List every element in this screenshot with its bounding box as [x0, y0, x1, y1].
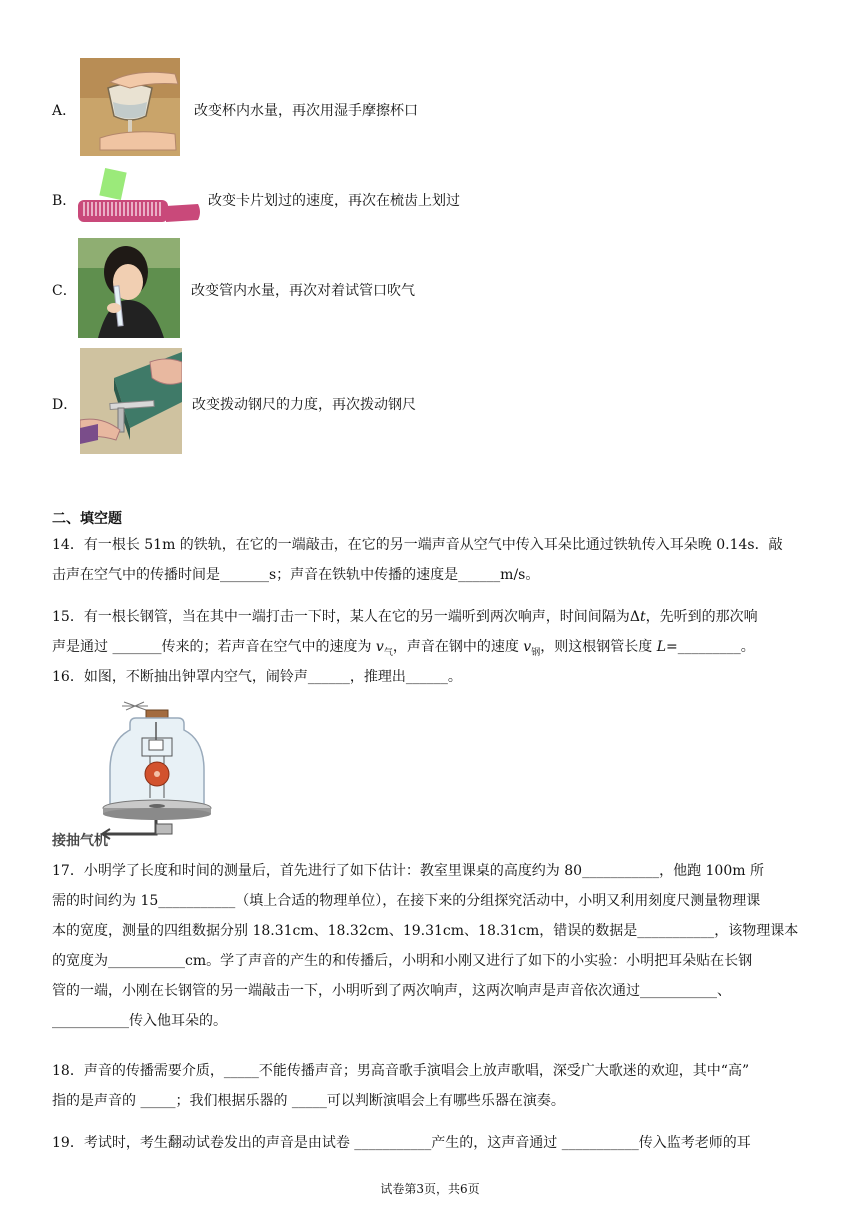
- q15-text-a: 15．有一根长钢管，当在其中一端打击一下时，某人在它的另一端听到两次响声，时间间隔为: [52, 609, 630, 625]
- q15-text-e: ，则这根钢管长度: [540, 639, 653, 655]
- q15-text-c: 声是通过 _______传来的；若声音在空气中的速度为: [52, 639, 372, 655]
- option-c-letter: C．: [52, 283, 77, 299]
- q18-line-2: 指的是声音的 _____；我们根据乐器的 _____可以判断演唱会上有哪些乐器在演奏。: [52, 1093, 565, 1109]
- option-a-letter: A．: [52, 103, 77, 119]
- option-d-text: 改变拨动钢尺的力度，再次拨动钢尺: [192, 397, 416, 413]
- q18-line-1: 18．声音的传播需要介质，_____不能传播声音；男高音歌手演唱会上放声歌唱，深受广大歌迷的欢迎，其中“高”: [52, 1063, 750, 1079]
- option-a: [0, 58, 860, 158]
- q17-line-4: 的宽度为___________cm。学了声音的产生的和传播后，小明和小刚又进行了如下的小实验：小明把耳朵贴在长钢: [52, 953, 753, 969]
- q15-L: L: [656, 639, 666, 655]
- option-b: [0, 168, 860, 230]
- option-d: [0, 346, 860, 454]
- q15-text-b: ，先听到的那次响: [645, 609, 758, 625]
- option-c: [0, 236, 860, 340]
- question-16: [52, 662, 822, 692]
- option-c-text: 改变管内水量，再次对着试管口吹气: [191, 283, 415, 299]
- girl-test-tube-image: [78, 238, 180, 338]
- section-title: 二、填空题: [52, 511, 122, 527]
- question-18: [52, 1056, 822, 1116]
- q17-line-5: 管的一端，小刚在长钢管的另一端敲击一下，小明听到了两次响声，这两次响声是声音依次通过___________、: [52, 983, 731, 999]
- q15-t: t: [639, 609, 646, 625]
- comb-card-image: [74, 168, 204, 230]
- q15-text-f: =_________。: [665, 639, 755, 655]
- option-d-letter: D．: [52, 397, 78, 413]
- option-b-text: 改变卡片划过的速度，再次在梳齿上划过: [208, 193, 460, 209]
- page-footer: 试卷第3页，共6页: [380, 1182, 480, 1196]
- q15-sub-steel: 钢: [531, 647, 541, 658]
- q15-v-steel: v: [523, 639, 532, 655]
- question-17: [52, 856, 822, 1036]
- q15-line-1: [52, 602, 822, 632]
- q17-line-1: 17．小明学了长度和时间的测量后，首先进行了如下估计：教室里课桌的高度约为 80___________，他跑 100m 所: [52, 863, 764, 879]
- q14-line-1: 14．有一根长 51m 的铁轨，在它的一端敲击，在它的另一端声音从空气中传入耳朵比通过铁轨传入耳朵晚 0.14s．敲: [52, 537, 783, 553]
- q15-delta: Δ: [629, 609, 640, 625]
- q15-sub-air: 气: [383, 647, 393, 658]
- q19-line-1: 19．考试时，考生翻动试卷发出的声音是由试卷 ___________产生的，这声音通过 ___________传入监考老师的耳: [52, 1135, 751, 1151]
- q17-line-2: 需的时间约为 15___________（填上合适的物理单位），在接下来的分组探究活动中，小明又利用刻度尺测量物理课: [52, 893, 761, 909]
- question-19: [52, 1128, 822, 1158]
- q15-text-d: ，声音在钢中的速度: [392, 639, 519, 655]
- question-15: [52, 602, 822, 668]
- vacuum-pump-label: 接抽气机: [52, 833, 108, 849]
- q15-v-air: v: [375, 639, 384, 655]
- q16-line: 16．如图，不断抽出钟罩内空气，闹铃声______，推理出______。: [52, 669, 462, 685]
- option-b-letter: B．: [52, 193, 77, 209]
- question-14: [52, 530, 822, 590]
- q14-line-2: 击声在空气中的传播时间是_______s；声音在铁轨中传播的速度是______m/s。: [52, 567, 540, 583]
- q17-line-3: 本的宽度，测量的四组数据分别 18.31cm、18.32cm、19.31cm、18.31cm，错误的数据是___________，该物理课本: [52, 923, 799, 939]
- wine-glass-image: [80, 58, 180, 156]
- steel-ruler-image: [80, 348, 182, 454]
- q17-line-6: ___________传入他耳朵的。: [52, 1013, 227, 1029]
- option-a-text: 改变杯内水量，再次用湿手摩擦杯口: [194, 103, 418, 119]
